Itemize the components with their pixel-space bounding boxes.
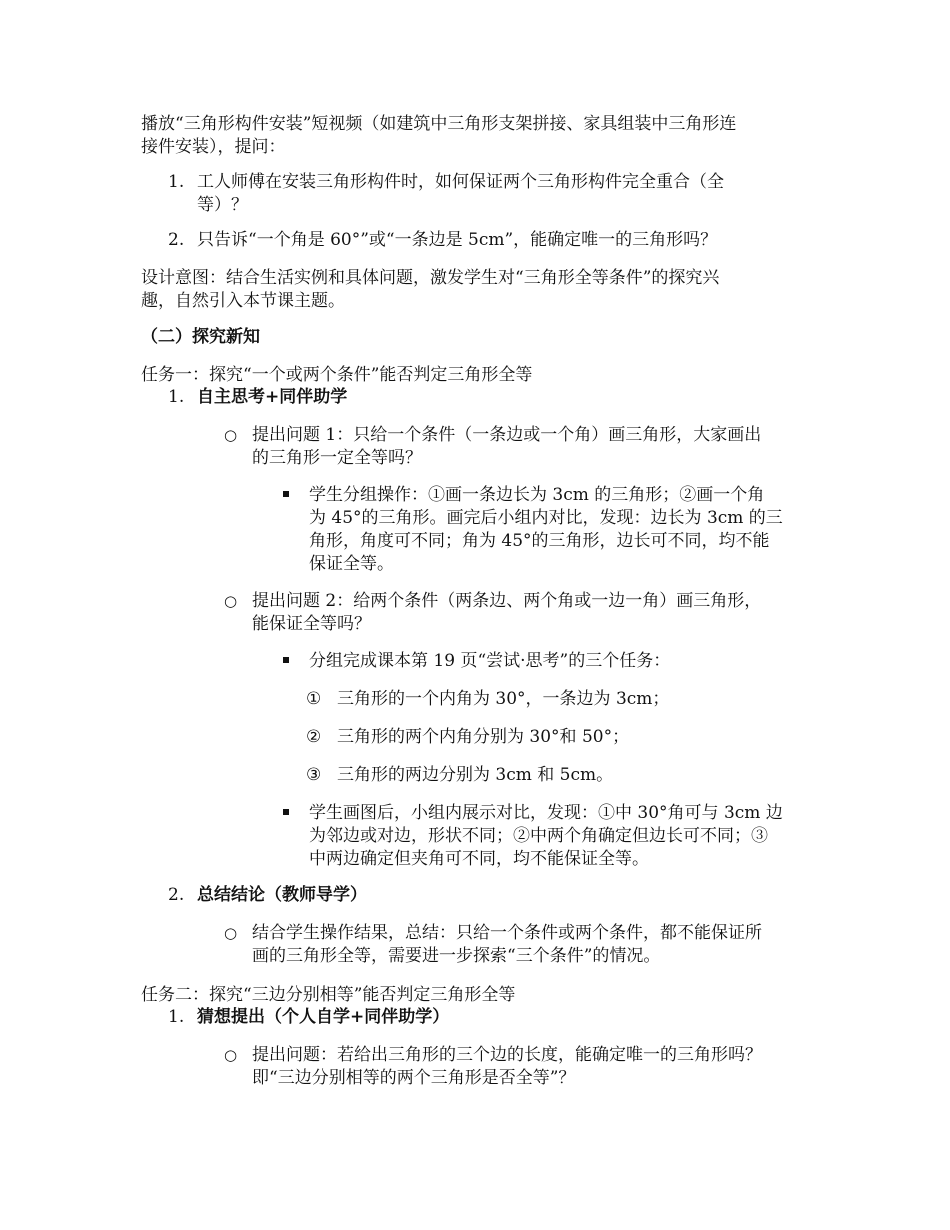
circle-bullet-icon: ○ (224, 924, 238, 942)
finding-line-3: 中两边确定但夹角可不同，均不能保证全等。 (309, 849, 649, 869)
circle-bullet-icon: ○ (224, 1046, 238, 1064)
group-operation-line-3: 角形，角度可不同；角为 45°的三角形，边长可不同，均不能 (309, 531, 770, 551)
task-2-title: 任务二：探究“三边分别相等”能否判定三角形全等 (141, 985, 516, 1005)
question-1-line-1: 工人师傅在安装三角形构件时，如何保证两个三角形构件完全重合（全 (197, 172, 724, 192)
task-1-step-2-label: 总结结论（教师导学） (197, 885, 367, 905)
step-number: 1. (168, 387, 185, 407)
task-2-step-1-label: 猜想提出（个人自学+同伴助学） (197, 1007, 450, 1027)
circle-bullet-icon: ○ (224, 426, 238, 444)
conclusion-line-1: 结合学生操作结果，总结：只给一个条件或两个条件，都不能保证所 (252, 923, 762, 943)
question-1-prompt-line-1: 提出问题 1：只给一个条件（一条边或一个角）画三角形，大家画出 (252, 425, 762, 445)
enum-marker: ② (306, 727, 322, 747)
question-1-line-2: 等）？ (197, 195, 248, 215)
enum-item-2: 三角形的两个内角分别为 30°和 50°； (337, 727, 630, 747)
enum-item-3: 三角形的两边分别为 3cm 和 5cm。 (337, 765, 614, 785)
task-1-title: 任务一：探究“一个或两个条件”能否判定三角形全等 (141, 365, 533, 385)
group-operation-line-2: 为 45°的三角形。画完后小组内对比，发现：边长为 3cm 的三 (309, 508, 783, 528)
conclusion-line-2: 画的三角形全等，需要进一步探索“三个条件”的情况。 (252, 946, 661, 966)
circle-bullet-icon: ○ (224, 592, 238, 610)
question-number: 1. (168, 172, 185, 192)
section-heading: （二）探究新知 (141, 327, 260, 347)
finding-line-2: 为邻边或对边，形状不同；②中两个角确定但边长可不同；③ (309, 826, 768, 846)
textbook-task-text: 分组完成课本第 19 页“尝试·思考”的三个任务： (309, 651, 671, 671)
square-bullet-icon (283, 491, 289, 497)
enum-item-1: 三角形的一个内角为 30°，一条边为 3cm； (337, 689, 670, 709)
question-1-prompt-line-2: 的三角形一定全等吗？ (252, 448, 422, 468)
intro-line-1: 播放“三角形构件安装”短视频（如建筑中三角形支架拼接、家具组装中三角形连 (141, 114, 737, 134)
task-1-step-1-label: 自主思考+同伴助学 (197, 387, 348, 407)
group-operation-line-4: 保证全等。 (309, 554, 394, 574)
square-bullet-icon (283, 809, 289, 815)
finding-line-1: 学生画图后，小组内展示对比，发现：①中 30°角可与 3cm 边 (309, 803, 783, 823)
task-2-question-line-1: 提出问题：若给出三角形的三个边的长度，能确定唯一的三角形吗？ (252, 1045, 762, 1065)
square-bullet-icon (283, 657, 289, 663)
enum-marker: ① (306, 689, 322, 709)
step-number: 2. (168, 885, 185, 905)
enum-marker: ③ (306, 765, 322, 785)
design-intent-line-2: 趣，自然引入本节课主题。 (141, 291, 345, 311)
question-number: 2. (168, 230, 185, 250)
step-number: 1. (168, 1007, 185, 1027)
question-2-line-1: 只告诉“一个角是 60°”或“一条边是 5cm”，能确定唯一的三角形吗？ (197, 230, 718, 250)
task-2-question-line-2: 即“三边分别相等的两个三角形是否全等”？ (252, 1068, 576, 1088)
intro-line-2: 接件安装），提问： (141, 137, 286, 157)
design-intent-line-1: 设计意图：结合生活实例和具体问题，激发学生对“三角形全等条件”的探究兴 (141, 268, 720, 288)
group-operation-line-1: 学生分组操作：①画一条边长为 3cm 的三角形；②画一个角 (309, 485, 765, 505)
question-2-prompt-line-1: 提出问题 2：给两个条件（两条边、两个角或一边一角）画三角形， (252, 591, 762, 611)
question-2-prompt-line-2: 能保证全等吗？ (252, 614, 371, 634)
